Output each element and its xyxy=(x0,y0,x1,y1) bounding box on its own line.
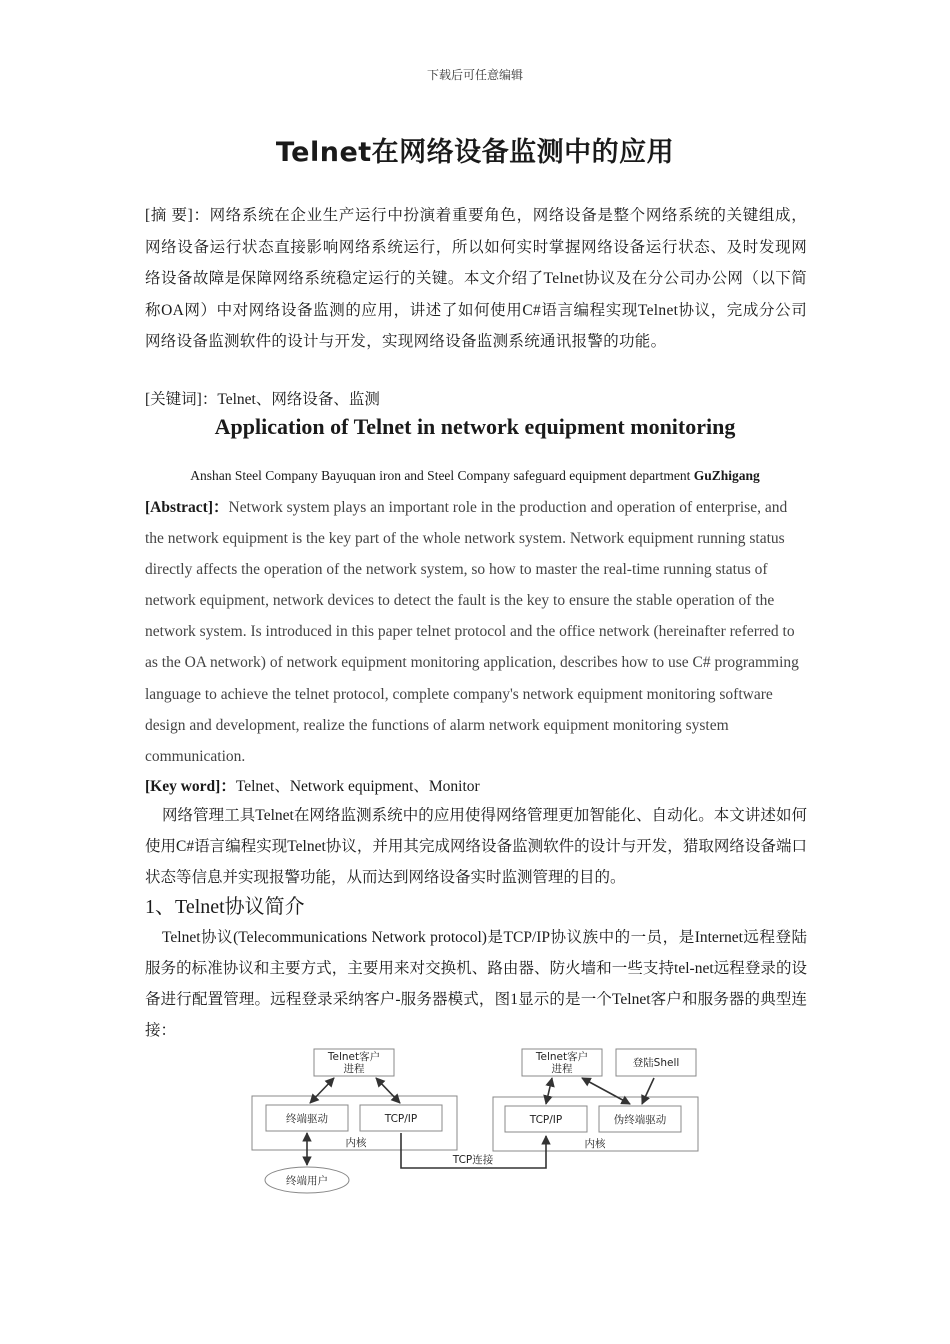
abstract-cn-label: [摘 要]： xyxy=(145,207,210,224)
kernel-left-label: 内核 xyxy=(345,1137,367,1149)
abstract-en-label: [Abstract]： xyxy=(145,499,229,516)
server-process-label-2: 进程 xyxy=(551,1063,573,1075)
tcp-connection-label: TCP连接 xyxy=(452,1154,494,1166)
keywords-en-label: [Key word]： xyxy=(145,778,236,795)
intro-paragraph: 网络管理工具Telnet在网络监测系统中的应用使得网络管理更加智能化、自动化。本文讲述如何使用C#语言编程实现Telnet协议，并用其完成网络设备监测软件的设计与开发，猎取网络设备端口状态等信息并实现报警功能，从而达到网络设备实时监测管理的目的。 xyxy=(145,807,807,886)
author-name: GuZhigang xyxy=(693,468,760,483)
keywords-en-text: Telnet、Network equipment、Monitor xyxy=(235,778,480,795)
server-process-label-1: Telnet客户 xyxy=(535,1051,589,1063)
title-english: Application of Telnet in network equipment monitoring xyxy=(214,414,736,439)
client-process-label-1: Telnet客户 xyxy=(327,1051,381,1063)
kernel-right-label: 内核 xyxy=(584,1138,606,1150)
keywords-cn-label: [关键词]： xyxy=(145,391,218,408)
abstract-english xyxy=(145,492,807,772)
section-1-heading: 1、Telnet协议简介 xyxy=(145,896,305,918)
telnet-connection-diagram xyxy=(250,1044,702,1196)
abstract-chinese xyxy=(145,200,807,358)
keywords-cn-text: Telnet、网络设备、监测 xyxy=(217,391,380,408)
tcpip-right-label: TCP/IP xyxy=(529,1114,563,1126)
tcpip-left-label: TCP/IP xyxy=(384,1113,418,1125)
section-1-paragraph: Telnet协议(Telecommunications Network protocol)是TCP/IP协议族中的一员，是Internet远程登陆服务的标准协议和主要方式，主要用来对交换机、路由器、防火墙和一些支持tel-net远程登录的设备进行配置管理。远程登录采纳客户-服务器模式，图1显示的是一个Telnet客户和服务器的典型连接： xyxy=(145,929,807,1039)
author-line xyxy=(0,468,950,484)
keywords-chinese xyxy=(145,386,807,414)
terminal-driver-label: 终端驱动 xyxy=(286,1113,328,1125)
abstract-en-text: Network system plays an important role in the production and operation of enterprise, and the network equipment is the key part of the whole network system. Network equipment running status directly affects the operation of the network system, so how to master the real-time running status of network equipment, network devices to detect the fault is the key to ensure the stable operation of the network system. Is introduced in this paper telnet protocol and the office network (hereinafter referred to as the OA network) of network equipment monitoring application, describes how to use C# programming language to achieve the telnet protocol, complete company's network equipment monitoring software design and development, realize the functions of alarm network equipment monitoring system communication. xyxy=(145,499,799,765)
author-affiliation: Anshan Steel Company Bayuquan iron and Steel Company safeguard equipment department xyxy=(190,468,691,483)
terminal-user-label: 终端用户 xyxy=(286,1175,328,1187)
keywords-english xyxy=(145,773,807,801)
login-shell-label: 登陆Shell xyxy=(632,1057,680,1069)
pseudo-terminal-label: 伪终端驱动 xyxy=(613,1114,667,1126)
client-process-label-2: 进程 xyxy=(343,1063,365,1075)
title-chinese: Telnet在网络设备监测中的应用 xyxy=(275,137,675,168)
abstract-cn-text: 网络系统在企业生产运行中扮演着重要角色，网络设备是整个网络系统的关键组成，网络设备运行状态直接影响网络系统运行，所以如何实时掌握网络设备运行状态、及时发现网络设备故障是保障网络系统稳定运行的关键。本文介绍了Telnet协议及在分公司办公网（以下简称OA网）中对网络设备监测的应用，讲述了如何使用C#语言编程实现Telnet协议，完成分公司网络设备监测软件的设计与开发，实现网络设备监测系统通讯报警的功能。 xyxy=(145,207,808,350)
header-note: 下载后可任意编辑 xyxy=(426,68,523,82)
